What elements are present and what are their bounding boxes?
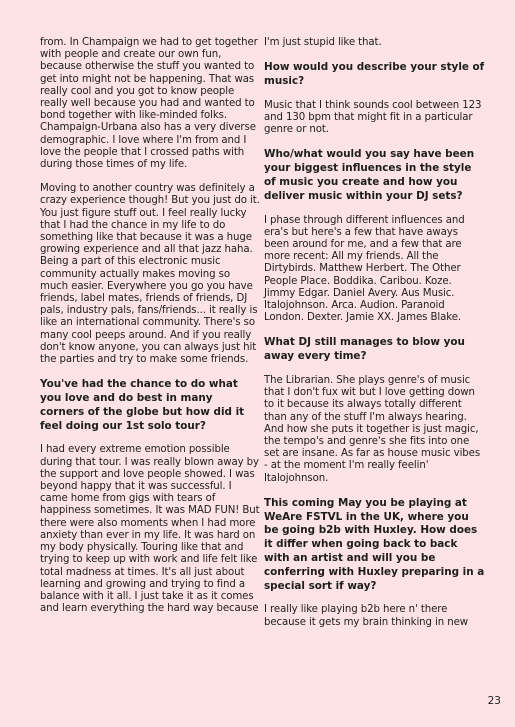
paragraph: I really like playing b2b here n' there because it gets my brain thinking in new <box>264 604 469 628</box>
paragraph: The Librarian. She plays genre's of music that I don't fux wit but I love getting down to it because its always totally different than any of the stuff I'm always hearing. And how she puts it together is just magic, the tempo's and genre's she fits into one set are insane. As far as house music vibes - at the moment I'm really feelin' Italojohnson. <box>264 375 481 484</box>
interview-question: This coming May you be playing at WeAre FSTVL in the UK, where you be going b2b with Huxley. How does it differ when going back to back with an artist and will you be conferring with Huxley preparing in a special sort if way? <box>264 496 485 592</box>
interview-question: You've had the chance to do what you love and do best in many corners of the globe but how did it feel doing our 1st solo tour? <box>40 378 245 432</box>
left-column <box>40 37 260 627</box>
interview-question: Who/what would you say have been your biggest influences in the style of music you create and how you deliver music within your DJ sets? <box>264 148 475 202</box>
interview-question: How would you describe your style of music? <box>264 61 485 87</box>
paragraph: I had every extreme emotion possible during that tour. I was really blown away by the support and love people showed. I was beyond happy that it was successful. I came home from gigs with tears of happiness sometimes. It was MAD FUN! But there were also moments when I had more anxiety than ever in my life. It was hard on my body physically. Touring like that and trying to keep up with work and life felt like total madness at times. It's all just about learning and growing and trying to find a balance with it all. I just take it as it comes and learn everything the hard way because <box>40 444 260 615</box>
paragraph: Moving to another country was definitely a crazy experience though! But you just do it. You just figure stuff out. I feel really lucky that I had the chance in my life to do something like that because it was a huge growing experience and all that jazz haha. Being a part of this electronic music community actually makes moving so much easier. Everywhere you go you have friends, label mates, friends of friends, DJ pals, industry pals, fans/friends... it really is like an international community. There's so many cool peeps around. And if you really don't know anyone, you can always just hit the parties and try to make some friends. <box>40 183 260 366</box>
paragraph: I'm just stupid like that. <box>264 37 382 48</box>
interview-question: What DJ still manages to blow you away every time? <box>264 336 465 363</box>
paragraph: from. In Champaign we had to get together with people and create our own fun, because otherwise the stuff you wanted to get into might not be happening. That was really cool and you got to know people really well because you had and wanted to bond together with like-minded folks. Champaign-Urbana also has a very diverse demographic. I love where I'm from and I love the people that I crossed paths with during those times of my life. <box>40 37 258 171</box>
right-column <box>264 37 485 641</box>
paragraph: I phase through different influences and era's but here's a few that have aways been around for me, and a few that are more recent: All my friends. All the Dirtybirds. Matthew Herbert. The Other People Place. Boddika. Caribou. Koze. Jimmy Edgar. Daniel Avery. Aus Music. Italojohnson. Arca. Audion. Paranoid London. Dexter. Jamie XX. James Blake. <box>264 214 465 324</box>
paragraph: Music that I think sounds cool between 123 and 130 bpm that might fit in a particular genre or not. <box>264 99 482 136</box>
page-number: 23 <box>487 695 501 707</box>
